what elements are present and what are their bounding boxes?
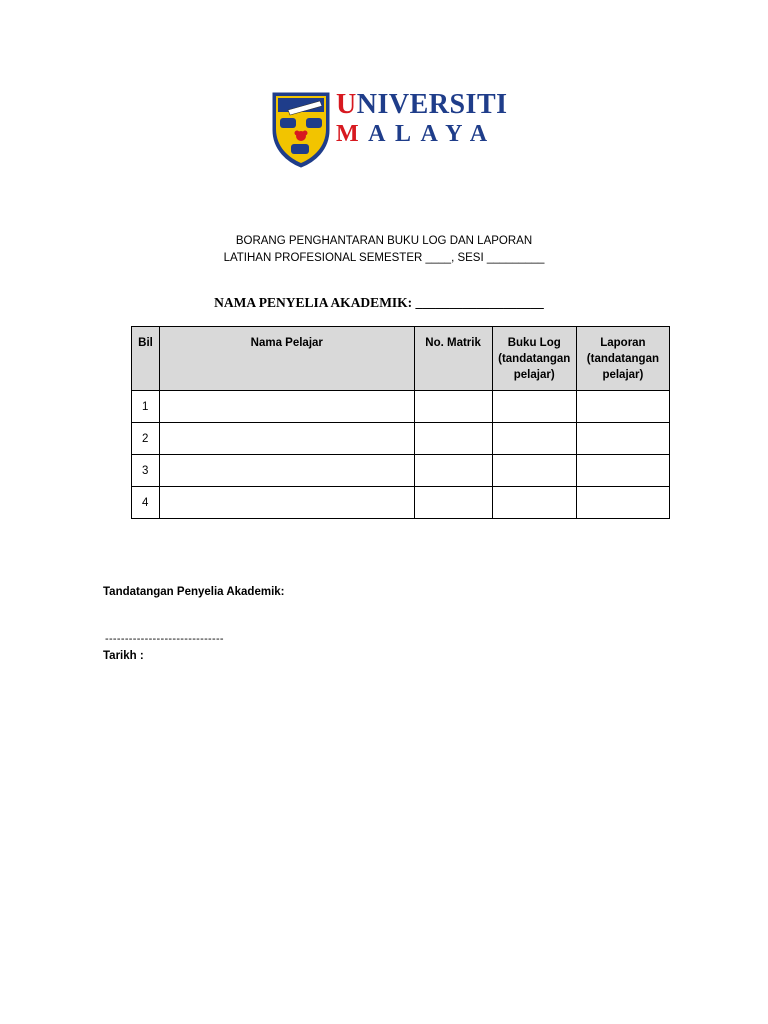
cell-no-matrik[interactable] bbox=[414, 455, 492, 487]
cell-nama-pelajar[interactable] bbox=[160, 455, 414, 487]
cell-buku-log[interactable] bbox=[492, 423, 576, 455]
header-buku-log-line-3: pelajar) bbox=[513, 369, 555, 381]
header-buku-log-line-2: (tandatangan bbox=[498, 353, 571, 365]
header-nama-pelajar: Nama Pelajar bbox=[160, 327, 414, 391]
table-header-row bbox=[132, 327, 670, 391]
row-number: 1 bbox=[132, 391, 160, 423]
header-laporan-line-2: (tandatangan bbox=[586, 353, 659, 365]
header-bil: Bil bbox=[132, 327, 160, 391]
date-label: Tarikh : bbox=[103, 650, 144, 662]
table-row bbox=[132, 423, 670, 455]
form-title-line-1: BORANG PENGHANTARAN BUKU LOG DAN LAPORAN bbox=[235, 235, 533, 247]
table-row bbox=[132, 487, 670, 519]
row-number: 2 bbox=[132, 423, 160, 455]
university-wordmark bbox=[336, 90, 508, 148]
header-laporan-line-3: pelajar) bbox=[602, 369, 644, 381]
cell-laporan[interactable] bbox=[576, 423, 669, 455]
cell-no-matrik[interactable] bbox=[414, 423, 492, 455]
university-crest-icon bbox=[272, 92, 330, 168]
cell-no-matrik[interactable] bbox=[414, 391, 492, 423]
header-laporan bbox=[576, 327, 669, 391]
header-laporan-line-1: Laporan bbox=[600, 337, 646, 349]
university-logo bbox=[272, 89, 508, 170]
supervisor-name-label: NAMA PENYELIA AKADEMIK: ___________________ bbox=[214, 295, 544, 310]
table-row bbox=[132, 391, 670, 423]
signature-line: ------------------------------ bbox=[105, 633, 224, 645]
cell-nama-pelajar[interactable] bbox=[160, 487, 414, 519]
cell-nama-pelajar[interactable] bbox=[160, 391, 414, 423]
row-number: 4 bbox=[132, 487, 160, 519]
submission-table bbox=[131, 326, 670, 519]
cell-laporan[interactable] bbox=[576, 455, 669, 487]
header-buku-log-line-1: Buku Log bbox=[507, 337, 561, 349]
wordmark-line-2: MALAYA bbox=[336, 121, 497, 147]
wordmark-line-1: UNIVERSITI bbox=[336, 89, 508, 120]
table-row bbox=[132, 455, 670, 487]
form-title-line-2: LATIHAN PROFESIONAL SEMESTER ____, SESI _________ bbox=[223, 252, 545, 264]
cell-buku-log[interactable] bbox=[492, 391, 576, 423]
cell-no-matrik[interactable] bbox=[414, 487, 492, 519]
supervisor-signature-label: Tandatangan Penyelia Akademik: bbox=[103, 586, 285, 598]
cell-nama-pelajar[interactable] bbox=[160, 423, 414, 455]
row-number: 3 bbox=[132, 455, 160, 487]
header-buku-log bbox=[492, 327, 576, 391]
cell-laporan[interactable] bbox=[576, 487, 669, 519]
cell-buku-log[interactable] bbox=[492, 455, 576, 487]
cell-buku-log[interactable] bbox=[492, 487, 576, 519]
header-no-matrik: No. Matrik bbox=[414, 327, 492, 391]
cell-laporan[interactable] bbox=[576, 391, 669, 423]
